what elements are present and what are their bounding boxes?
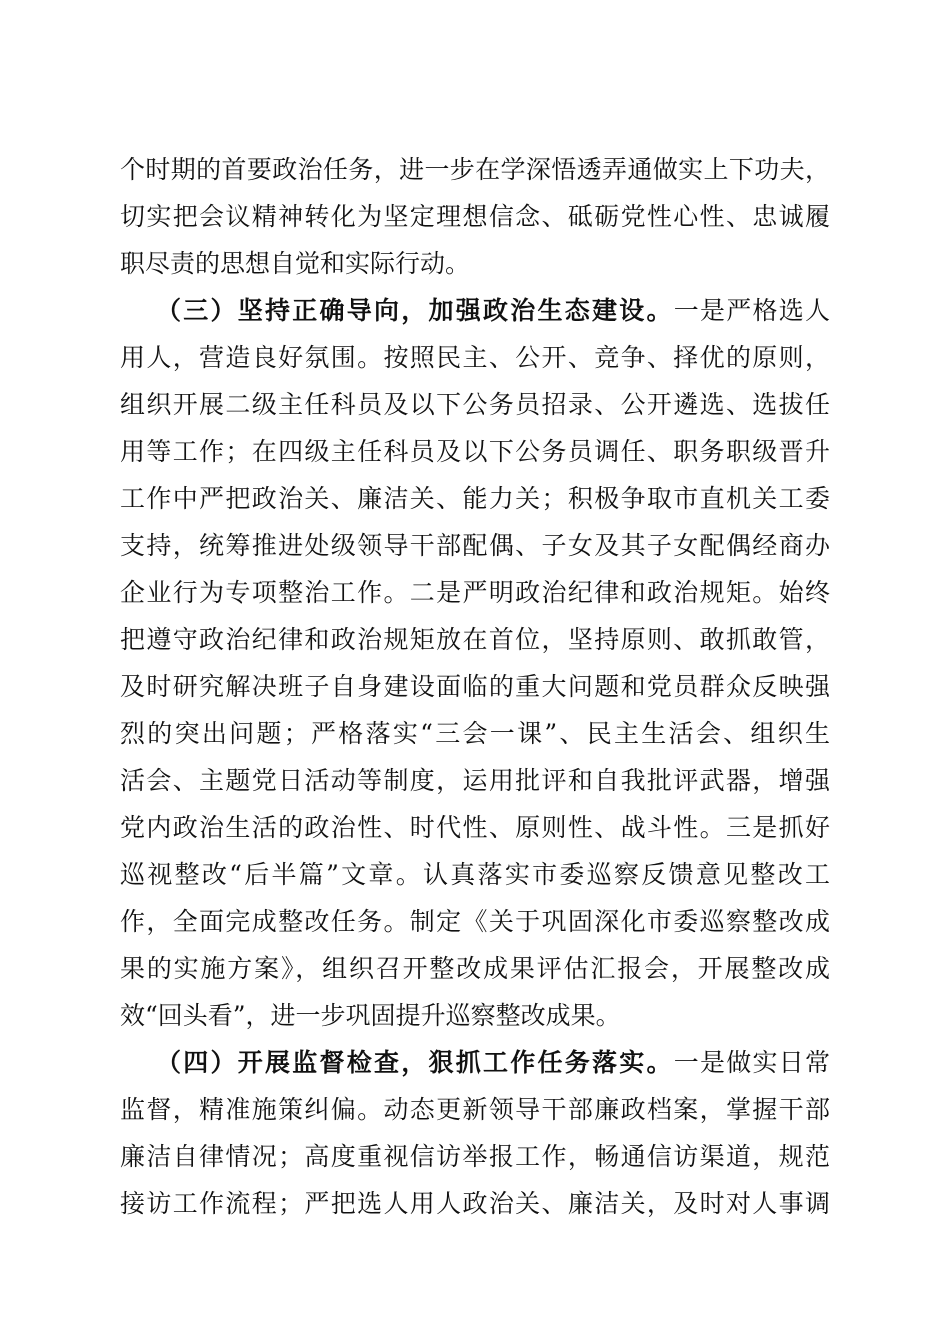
text-line: 接访工作流程；严把选人用人政治关、廉洁关，及时对人事调 (120, 1189, 830, 1218)
text-line: 廉洁自律情况；高度重视信访举报工作，畅通信访渠道，规范 (120, 1142, 830, 1171)
text-line: 支持，统筹推进处级领导干部配偶、子女及其子女配偶经商办 (120, 531, 830, 560)
text-line: 用人，营造良好氛围。按照民主、公开、竞争、择优的原则， (120, 343, 830, 372)
text-line: 工作中严把政治关、廉洁关、能力关；积极争取市直机关工委 (120, 484, 830, 513)
text-line: 组织开展二级主任科员及以下公务员招录、公开遴选、选拔任 (120, 390, 830, 419)
paragraph-continuation (120, 146, 830, 287)
text-line: 把遵守政治纪律和政治规矩放在首位，坚持原则、敢抓敢管， (120, 625, 830, 654)
text-line: 企业行为专项整治工作。二是严明政治纪律和政治规矩。始终 (120, 578, 830, 607)
text-line: 职尽责的思想自觉和实际行动。 (120, 249, 471, 278)
text-line: 个时期的首要政治任务，进一步在学深悟透弄通做实上下功夫， (120, 155, 830, 184)
paragraph-section-3 (120, 287, 830, 1039)
text-line: 作，全面完成整改任务。制定《关于巩固深化市委巡察整改成 (120, 907, 830, 936)
section-heading-4: （四）开展监督检查，狠抓工作任务落实。 (156, 1048, 674, 1077)
text-line: 烈的突出问题；严格落实“三会一课”、民主生活会、组织生 (120, 719, 830, 748)
text-line: 巡视整改“后半篇”文章。认真落实市委巡察反馈意见整改工 (120, 860, 830, 889)
text-line: 活会、主题党日活动等制度，运用批评和自我批评武器，增强 (120, 766, 830, 795)
text-line: 党内政治生活的政治性、时代性、原则性、战斗性。三是抓好 (120, 813, 830, 842)
text-line: 切实把会议精神转化为坚定理想信念、砥砺党性心性、忠诚履 (120, 202, 830, 231)
text-line: 用等工作；在四级主任科员及以下公务员调任、职务职级晋升 (120, 437, 830, 466)
text-line: 果的实施方案》，组织召开整改成果评估汇报会，开展整改成 (120, 954, 830, 983)
text-line: 及时研究解决班子自身建设面临的重大问题和党员群众反映强 (120, 672, 830, 701)
section-heading-3: （三）坚持正确导向，加强政治生态建设。 (156, 296, 674, 325)
text-line (120, 287, 830, 334)
text-line (120, 1039, 830, 1086)
text-span: 一是做实日常 (673, 1048, 830, 1077)
text-line: 监督，精准施策纠偏。动态更新领导干部廉政档案，掌握干部 (120, 1095, 830, 1124)
paragraph-section-4 (120, 1039, 830, 1227)
document-body (120, 146, 830, 1227)
text-line: 效“回头看”，进一步巩固提升巡察整改成果。 (120, 1001, 621, 1030)
text-span: 一是严格选人 (673, 296, 830, 325)
